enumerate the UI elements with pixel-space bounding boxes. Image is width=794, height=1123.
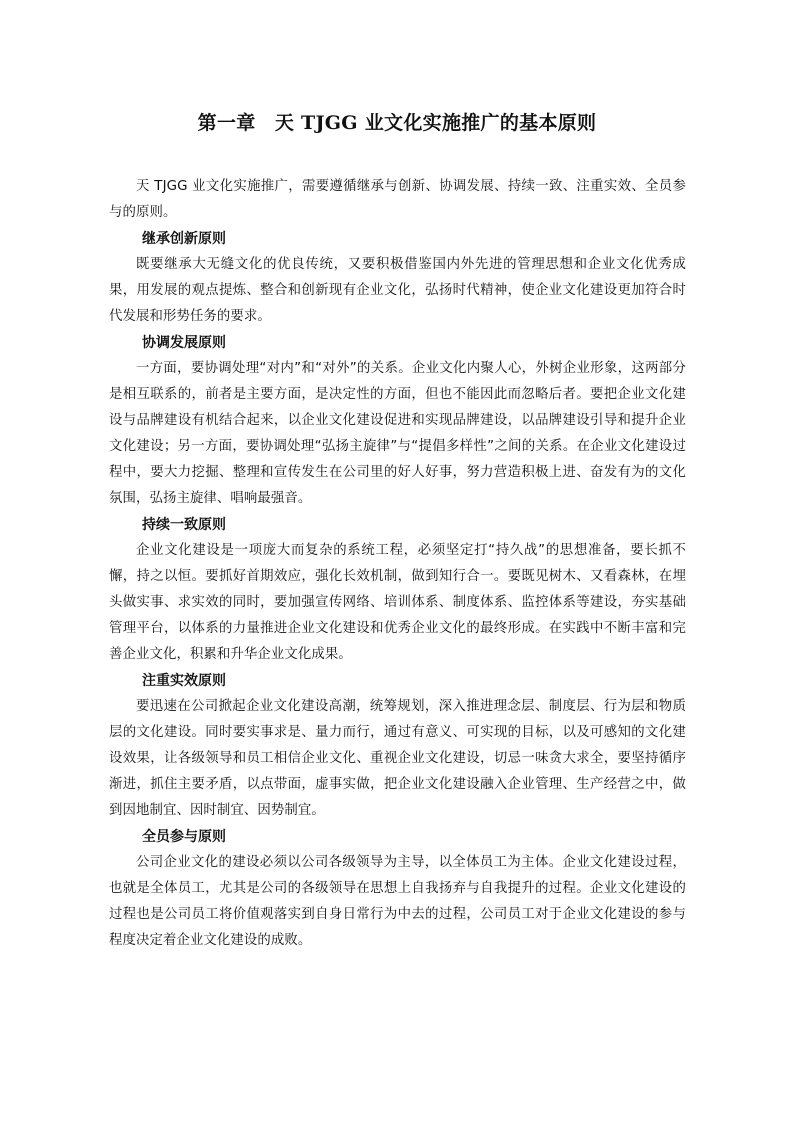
section-paragraph-inheritance-innovation: 既要继承大无缝文化的优良传统，又要积极借鉴国内外先进的管理思想和企业文化优秀成果，用发展的观点提炼、整合和创新现有企业文化，弘扬时代精神，使企业文化建设更加符合时代发展和形势任务的要求。 — [109, 257, 686, 324]
section-paragraph-sustained-consistency: 企业文化建设是一项庞大而复杂的系统工程，必须坚定打“持久战”的思想准备，要长抓不懈，持之以恒。要抓好首期效应，强化长效机制，做到知行合一。要既见树木、又看森林，在埋头做实事、求实效的同时，要加强宣传网络、培训体系、制度体系、监控体系等建设，夯实基础管理平台，以体系的力量推进企业文化建设和优秀企业文化的最终形成。在实践中不断丰富和完善企业文化，积累和升华企业文化成果。 — [109, 543, 686, 662]
section-heading-coordinated-development: 协调发展原则 — [142, 335, 226, 351]
chapter-title: 第一章 天 TJGG 业文化实施推广的基本原则 — [197, 112, 597, 134]
section-heading-inheritance-innovation: 继承创新原则 — [142, 231, 226, 247]
document-body — [109, 174, 686, 954]
section-paragraph-practical-results: 要迅速在公司掀起企业文化建设高潮，统筹规划，深入推进理念层、制度层、行为层和物质层的文化建设。同时要实事求是、量力而行，通过有意义、可实现的目标，以及可感知的文化建设效果，让各级领导和员工相信企业文化、重视企业文化建设，切忌一味贪大求全，要坚持循序渐进，抓住主要矛盾，以点带面，虚事实做，把企业文化建设融入企业管理、生产经营之中，做到因地制宜、因时制宜、因势制宜。 — [109, 699, 686, 818]
section-heading-practical-results: 注重实效原则 — [142, 673, 226, 689]
section-paragraph-full-participation: 公司企业文化的建设必须以公司各级领导为主导，以全体员工为主体。企业文化建设过程，也就是全体员工，尤其是公司的各级领导在思想上自我扬弃与自我提升的过程。企业文化建设的过程也是公司员工将价值观落实到自身日常行为中去的过程，公司员工对于企业文化建设的参与程度决定着企业文化建设的成败。 — [109, 855, 686, 948]
section-paragraph-coordinated-development: 一方面，要协调处理“对内”和“对外”的关系。企业文化内聚人心，外树企业形象，这两部分是相互联系的，前者是主要方面，是决定性的方面，但也不能因此而忽略后者。要把企业文化建设与品牌建设有机结合起来，以企业文化建设促进和实现品牌建设，以品牌建设引导和提升企业文化建设；另一方面，要协调处理“弘扬主旋律”与“提倡多样性”之间的关系。在企业文化建设过程中，要大力挖掘、整理和宣传发生在公司里的好人好事，努力营造积极上进、奋发有为的文化氛围，弘扬主旋律、唱响最强音。 — [109, 361, 686, 506]
section-heading-full-participation: 全员参与原则 — [142, 829, 226, 845]
section-heading-sustained-consistency: 持续一致原则 — [142, 517, 226, 533]
intro-paragraph: 天 TJGG 业文化实施推广，需要遵循继承与创新、协调发展、持续一致、注重实效、全员参与的原则。 — [109, 179, 686, 220]
